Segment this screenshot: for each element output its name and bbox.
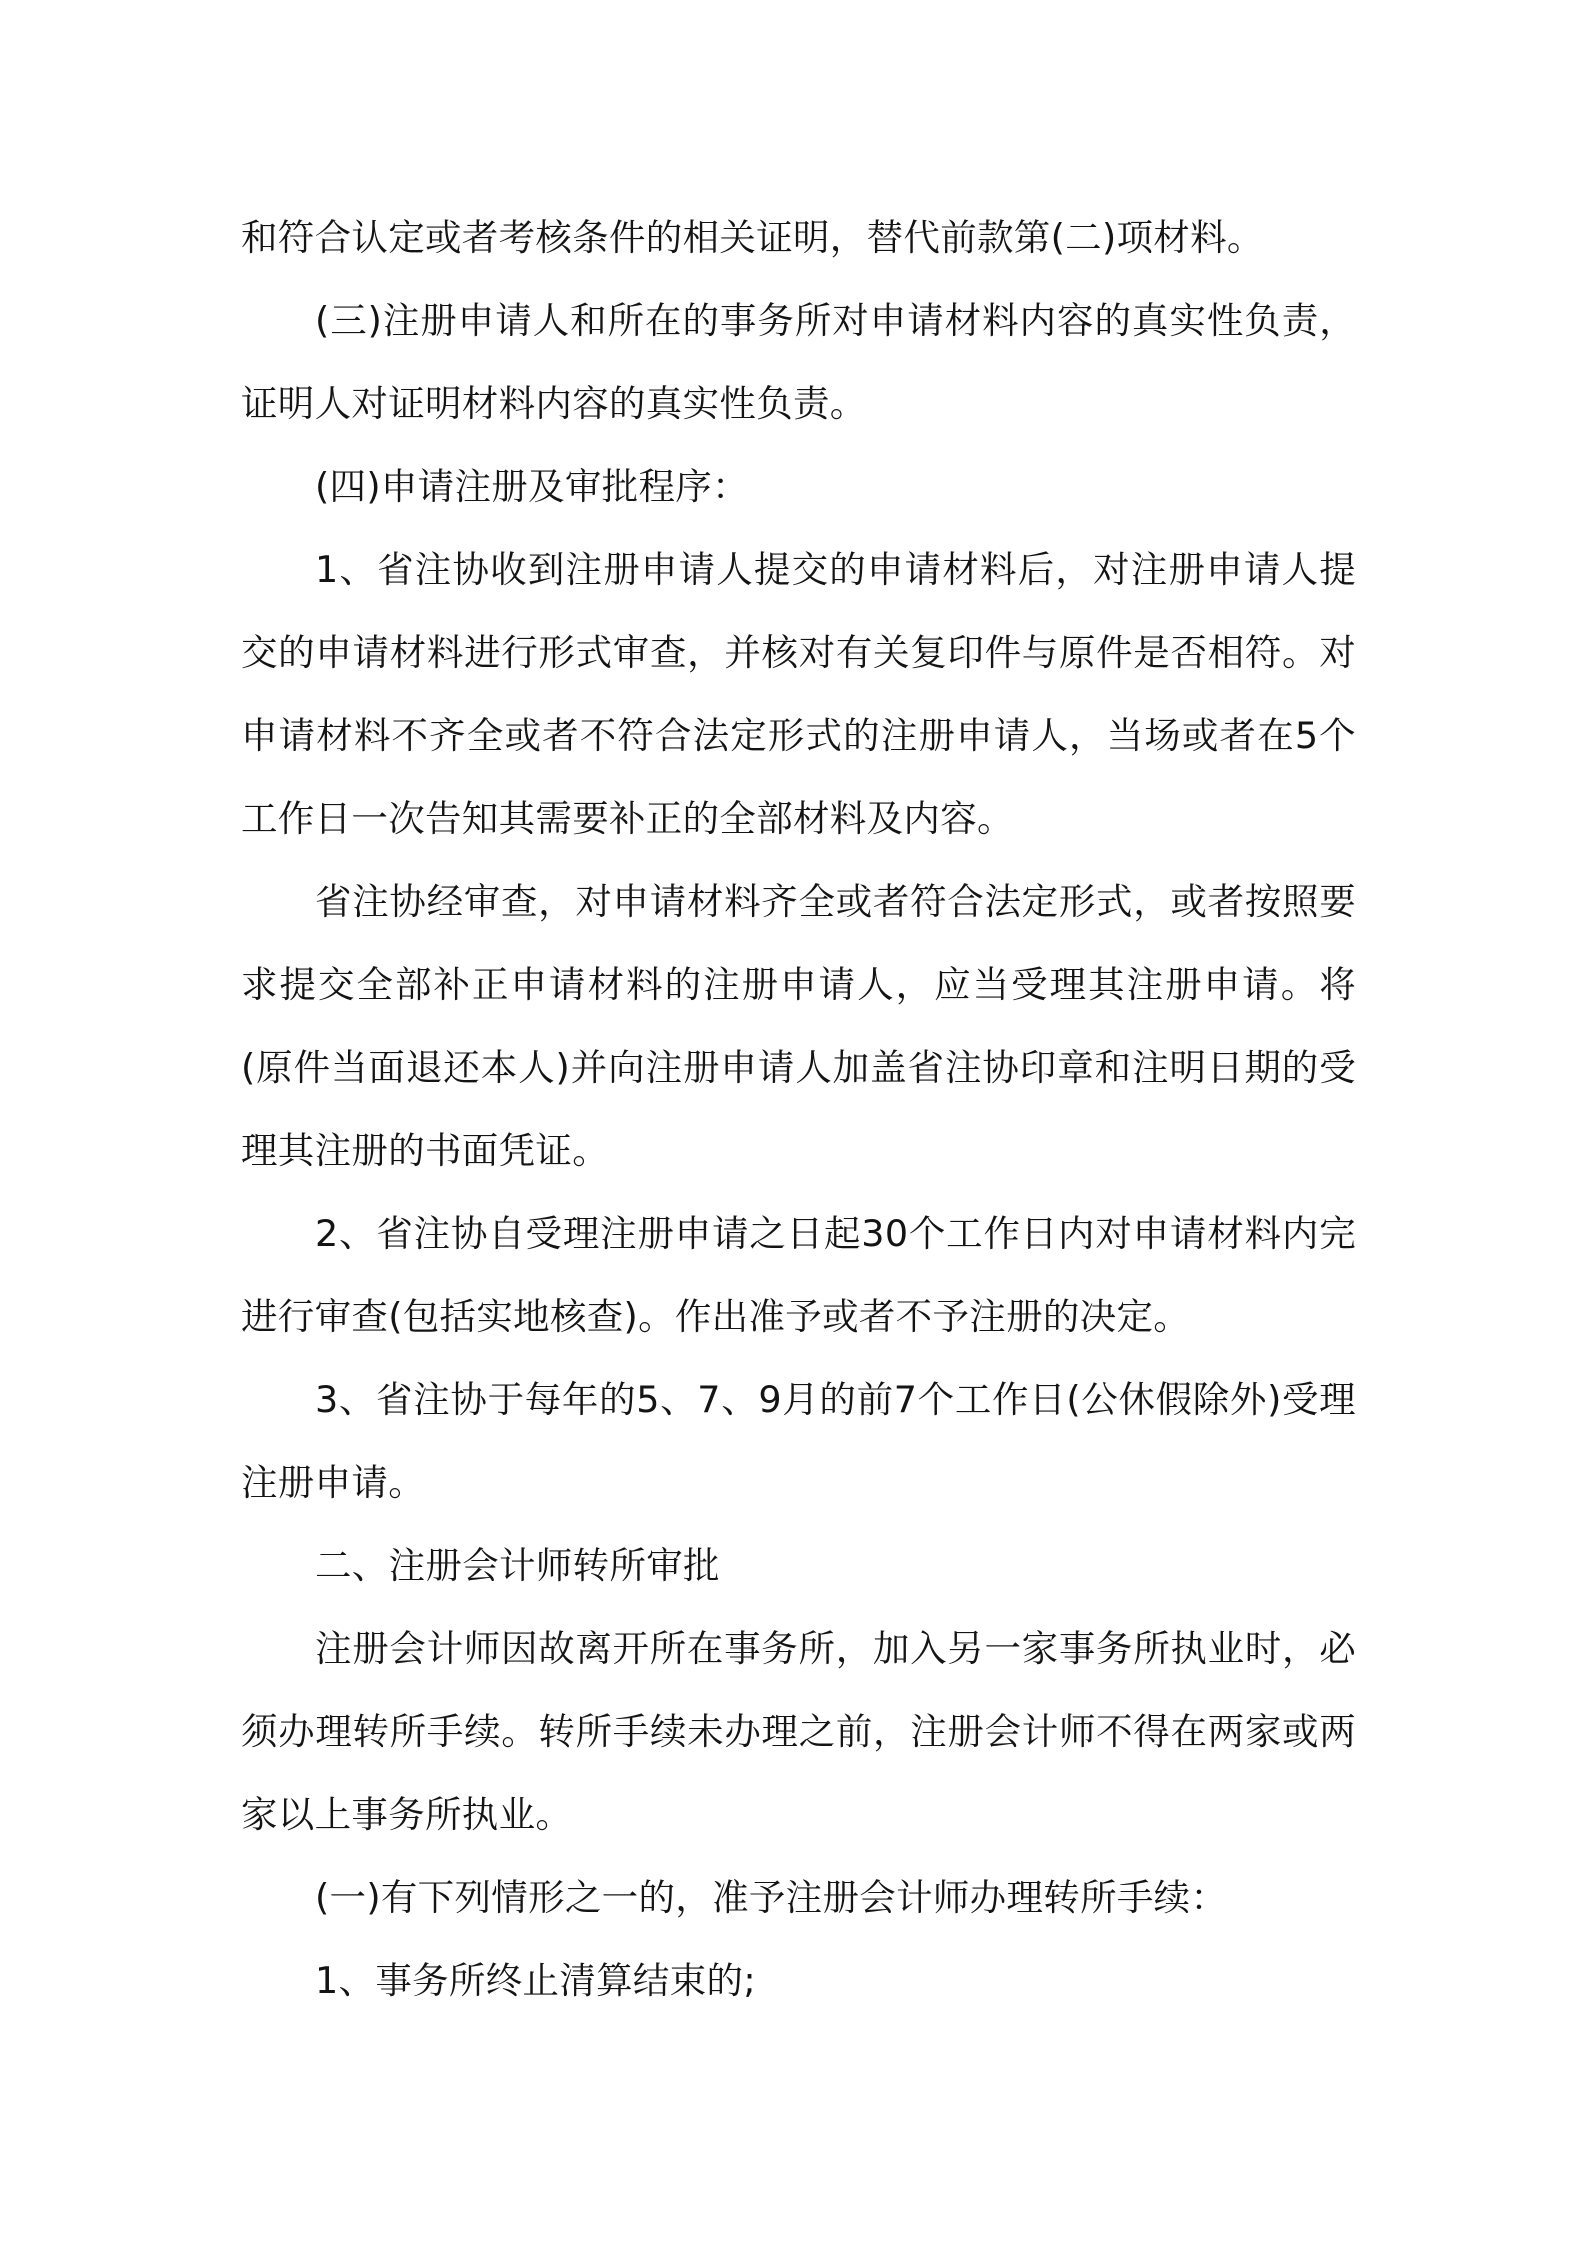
paragraph-transfer-rule: 注册会计师因故离开所在事务所，加入另一家事务所执业时，必须办理转所手续。转所手续未办理之前，注册会计师不得在两家或两家以上事务所执业。 <box>241 1627 1356 1836</box>
paragraph-item-four-heading: (四)申请注册及审批程序： <box>315 465 749 508</box>
document-body <box>241 196 1356 2022</box>
paragraph-item-three: (三)注册申请人和所在的事务所对申请材料内容的真实性负责，证明人对证明材料内容的真实性负责。 <box>241 299 1356 425</box>
paragraph-transfer-conditions: (一)有下列情形之一的，准予注册会计师办理转所手续： <box>315 1876 1228 1919</box>
section-heading-transfer: 二、注册会计师转所审批 <box>315 1544 720 1587</box>
paragraph-review-acceptance: 省注协经审查，对申请材料齐全或者符合法定形式，或者按照要求提交全部补正申请材料的注册申请人，应当受理其注册申请。将(原件当面退还本人)并向注册申请人加盖省注协印章和注明日期的受理其注册的书面凭证。 <box>241 880 1356 1172</box>
paragraph-step-two: 2、省注协自受理注册申请之日起30个工作日内对申请材料内完进行审查(包括实地核查)。作出准予或者不予注册的决定。 <box>241 1212 1356 1338</box>
paragraph-step-one: 1、省注协收到注册申请人提交的申请材料后，对注册申请人提交的申请材料进行形式审查，并核对有关复印件与原件是否相符。对申请材料不齐全或者不符合法定形式的注册申请人，当场或者在5个工作日一次告知其需要补正的全部材料及内容。 <box>241 548 1356 840</box>
paragraph-continuation: 和符合认定或者考核条件的相关证明，替代前款第(二)项材料。 <box>241 216 1264 259</box>
paragraph-step-three: 3、省注协于每年的5、7、9月的前7个工作日(公休假除外)受理注册申请。 <box>241 1378 1356 1504</box>
list-item-condition-one: 1、事务所终止清算结束的; <box>315 1959 756 2002</box>
